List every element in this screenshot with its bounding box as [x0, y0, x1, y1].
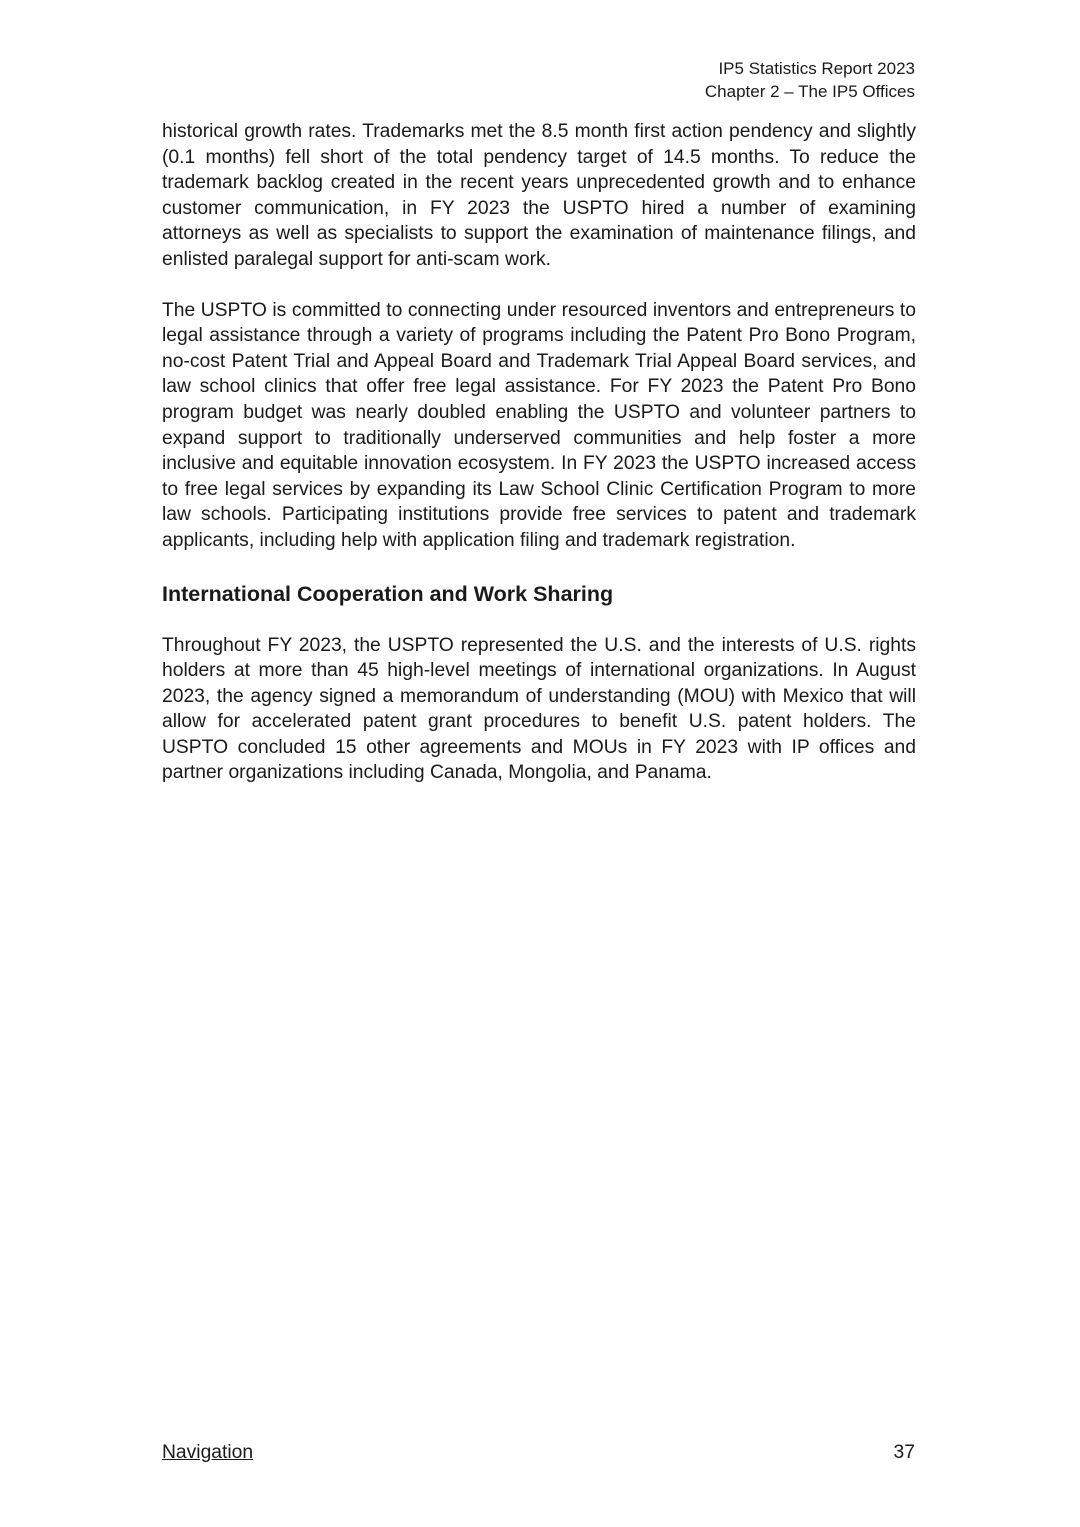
- report-title: IP5 Statistics Report 2023: [718, 59, 915, 78]
- page-header: [705, 57, 915, 103]
- page-number: 37: [893, 1442, 915, 1463]
- paragraph-trademark-pendency: historical growth rates. Trademarks met the 8.5 month first action pendency and slightly (0.1 months) fell short of the total pendency target of 14.5 months. To reduce the trademark backlog created in the recent years unprecedented growth and to enhance customer communication, in FY 2023 the USPTO hired a number of examining attorneys as well as specialists to support the examination of maintenance filings, and enlisted paralegal support for anti-scam work.: [162, 121, 916, 270]
- section-heading-international-cooperation: International Cooperation and Work Sharing: [162, 581, 614, 606]
- paragraph-international-cooperation: Throughout FY 2023, the USPTO represented the U.S. and the interests of U.S. rights holders at more than 45 high-level meetings of international organizations. In August 2023, the agency signed a memorandum of understanding (MOU) with Mexico that will allow for accelerated patent grant procedures to benefit U.S. patent holders. The USPTO concluded 15 other agreements and MOUs in FY 2023 with IP offices and partner organizations including Canada, Mongolia, and Panama.: [162, 634, 916, 784]
- paragraph-legal-assistance: The USPTO is committed to connecting under resourced inventors and entrepreneurs to legal assistance through a variety of programs including the Patent Pro Bono Program, no-cost Patent Trial and Appeal Board and Trademark Trial Appeal Board services, and law school clinics that offer free legal assistance. For FY 2023 the Patent Pro Bono program budget was nearly doubled enabling the USPTO and volunteer partners to expand support to traditionally underserved communities and help foster a more inclusive and equitable innovation ecosystem. In FY 2023 the USPTO increased access to free legal services by expanding its Law School Clinic Certification Program to more law schools. Participating institutions provide free services to patent and trademark applicants, including help with application filing and trademark registration.: [162, 299, 916, 551]
- page-content: [162, 119, 916, 811]
- page-footer: [162, 1440, 915, 1465]
- chapter-title: Chapter 2 – The IP5 Offices: [704, 82, 915, 101]
- navigation-link[interactable]: Navigation: [162, 1442, 254, 1463]
